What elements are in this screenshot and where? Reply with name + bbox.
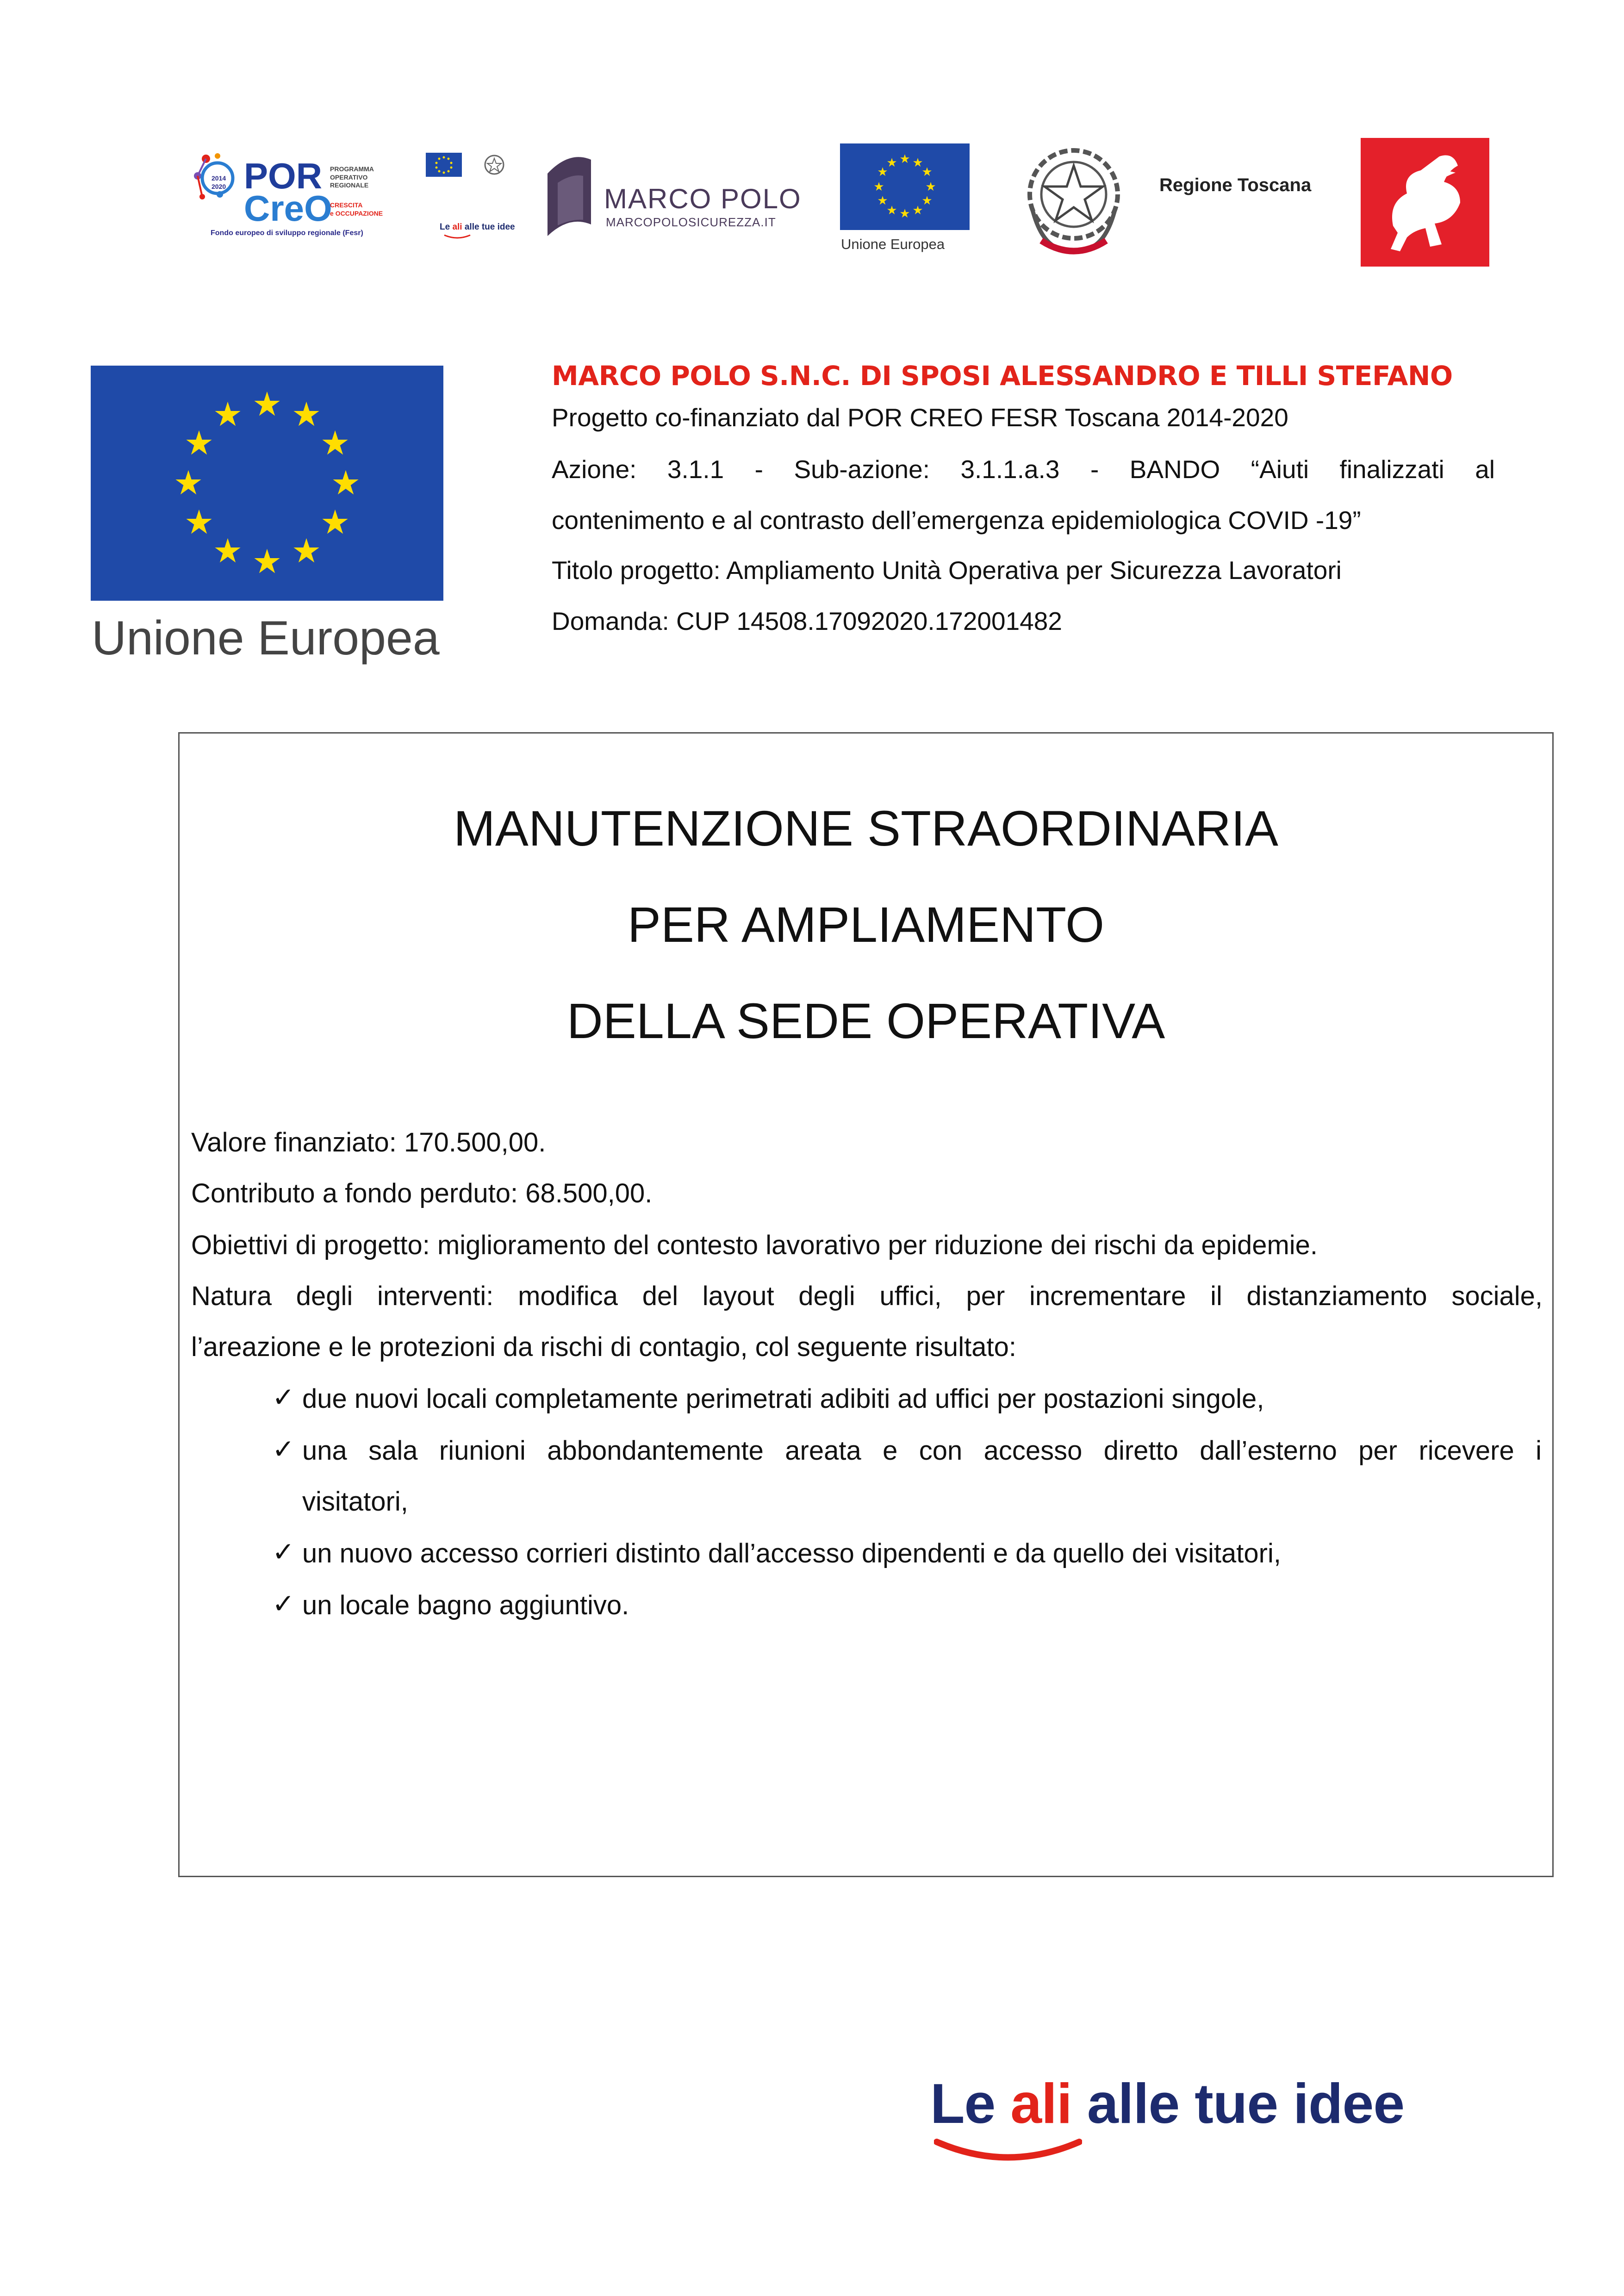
mini-slogan-le: Le (440, 222, 453, 232)
pegasus-icon (1361, 138, 1489, 267)
mini-republic-emblem-icon (480, 153, 508, 179)
contributo-fondo-perduto: Contributo a fondo perduto: 68.500,00. (191, 1178, 653, 1208)
svg-text:★: ★ (291, 531, 322, 570)
mini-slogan-swoosh-icon (443, 234, 471, 240)
svg-text:★: ★ (173, 463, 204, 502)
svg-text:★: ★ (925, 180, 936, 194)
eu-large-stars-icon (91, 366, 443, 601)
obiettivi-progetto: Obiettivi di progetto: miglioramento del contesto lavorativo per riduzione dei rischi da epidemie. (191, 1230, 1318, 1260)
svg-text:★: ★ (921, 165, 933, 179)
headline-line-2: PER AMPLIAMENTO (627, 896, 1105, 952)
svg-text:★: ★ (320, 503, 350, 541)
footer-swoosh-icon (934, 2138, 1082, 2166)
por-operativo: OPERATIVO REGIONALE (330, 174, 369, 189)
svg-text:★: ★ (912, 204, 923, 218)
titolo-line: Titolo progetto: Ampliamento Unità Operativa per Sicurezza Lavoratori (552, 556, 1342, 585)
por-caption: Fondo europeo di sviluppo regionale (Fesr) (211, 229, 363, 237)
por-crescita: CRESCITA (330, 201, 363, 209)
mini-slogan-ali: ali (452, 222, 462, 232)
svg-text:★: ★ (877, 165, 888, 179)
footer-slogan (930, 2071, 1404, 2136)
mini-slogan (440, 222, 515, 232)
por-year-start: 2014 (212, 174, 226, 182)
por-word: POR (244, 156, 323, 196)
marco-polo-mark-icon (544, 155, 595, 238)
svg-text:★: ★ (252, 542, 282, 581)
eu-small-caption: Unione Europea (841, 236, 945, 252)
check-icon: ✓ (272, 1537, 295, 1567)
check-icon: ✓ (272, 1434, 295, 1464)
svg-text:★: ★ (886, 204, 897, 218)
svg-text:★: ★ (873, 180, 884, 194)
valore-finanziato: Valore finanziato: 170.500,00. (191, 1127, 546, 1157)
bullet-sala-riunioni: una sala riunioni abbondantemente areata e con accesso diretto dall’esterno per ricevere i (302, 1436, 1542, 1466)
azione-line: Azione: 3.1.1 - Sub-azione: 3.1.1.a.3 - BANDO “Aiuti finalizzati al (552, 455, 1495, 484)
headline-line-1: MANUTENZIONE STRAORDINARIA (453, 800, 1279, 856)
svg-text:★: ★ (877, 194, 888, 208)
cofinance-line: Progetto co-finanziato dal POR CREO FESR Toscana 2014-2020 (552, 403, 1288, 432)
check-icon: ✓ (272, 1382, 295, 1412)
company-name: MARCO POLO S.N.C. DI SPOSI ALESSANDRO E TILLI STEFANO (552, 360, 1453, 392)
mini-eu-flag (426, 153, 462, 177)
regione-toscana-label: Regione Toscana (1159, 175, 1312, 195)
svg-text:★: ★ (212, 531, 243, 570)
bullet-bagno: un locale bagno aggiuntivo. (302, 1590, 629, 1620)
eu-small-stars-icon (840, 143, 970, 230)
svg-text:★: ★ (291, 395, 322, 434)
eu-small-logo (840, 143, 970, 257)
natura-interventi-line-2: l’areazione e le protezioni da rischi di contagio, col seguente risultato: (191, 1332, 1016, 1362)
svg-text:★: ★ (252, 385, 282, 423)
svg-text:★: ★ (330, 463, 361, 502)
eu-large-flag (91, 366, 443, 601)
por-programma: PROGRAMMA (330, 165, 374, 173)
natura-interventi-line-1: Natura degli interventi: modifica del layout degli uffici, per incrementare il distanziamento sociale, (191, 1281, 1543, 1311)
svg-text:★: ★ (886, 156, 897, 170)
marco-polo-name: MARCO POLO (604, 183, 802, 214)
eu-small-flag (840, 143, 970, 230)
svg-text:★: ★ (320, 423, 350, 462)
domanda-line: Domanda: CUP 14508.17092020.172001482 (552, 607, 1062, 635)
svg-text:★: ★ (899, 152, 910, 166)
check-icon: ✓ (272, 1589, 295, 1619)
mini-institution-logos (426, 153, 523, 245)
svg-text:★: ★ (912, 156, 923, 170)
republic-emblem-icon (1016, 139, 1132, 266)
bullet-sala-riunioni-cont: visitatori, (302, 1487, 408, 1517)
regione-toscana-flag (1361, 138, 1489, 267)
marco-polo-url: MARCOPOLOSICUREZZA.IT (606, 215, 776, 229)
bullet-uffici: due nuovi locali completamente perimetrati adibiti ad uffici per postazioni singole, (302, 1384, 1264, 1414)
por-creo-logo (192, 150, 391, 250)
svg-text:★: ★ (184, 423, 214, 462)
footer-slogan-le: Le (930, 2072, 1011, 2135)
footer-slogan-ali: ali (1010, 2072, 1072, 2135)
por-year-end: 2020 (212, 183, 226, 190)
marco-polo-logo (544, 155, 812, 243)
contenimento-line: contenimento e al contrasto dell’emergenza epidemiologica COVID -19” (552, 506, 1361, 535)
mini-slogan-rest: alle tue idee (462, 222, 515, 232)
eu-large-caption: Unione Europea (92, 611, 440, 665)
project-description-box (178, 732, 1554, 1877)
svg-text:★: ★ (212, 395, 243, 434)
footer-slogan-rest: alle tue idee (1071, 2072, 1405, 2135)
headline-line-3: DELLA SEDE OPERATIVA (566, 993, 1165, 1049)
por-occupazione: e OCCUPAZIONE (330, 210, 383, 217)
svg-text:★: ★ (921, 194, 933, 208)
mini-eu-stars-icon (426, 153, 462, 177)
creo-word: CreO (244, 188, 332, 229)
italian-republic-emblem (1016, 139, 1132, 266)
svg-text:★: ★ (184, 503, 214, 541)
svg-text:★: ★ (899, 207, 910, 221)
bullet-accesso-corrieri: un nuovo accesso corrieri distinto dall’accesso dipendenti e da quello dei visitatori, (302, 1538, 1281, 1568)
